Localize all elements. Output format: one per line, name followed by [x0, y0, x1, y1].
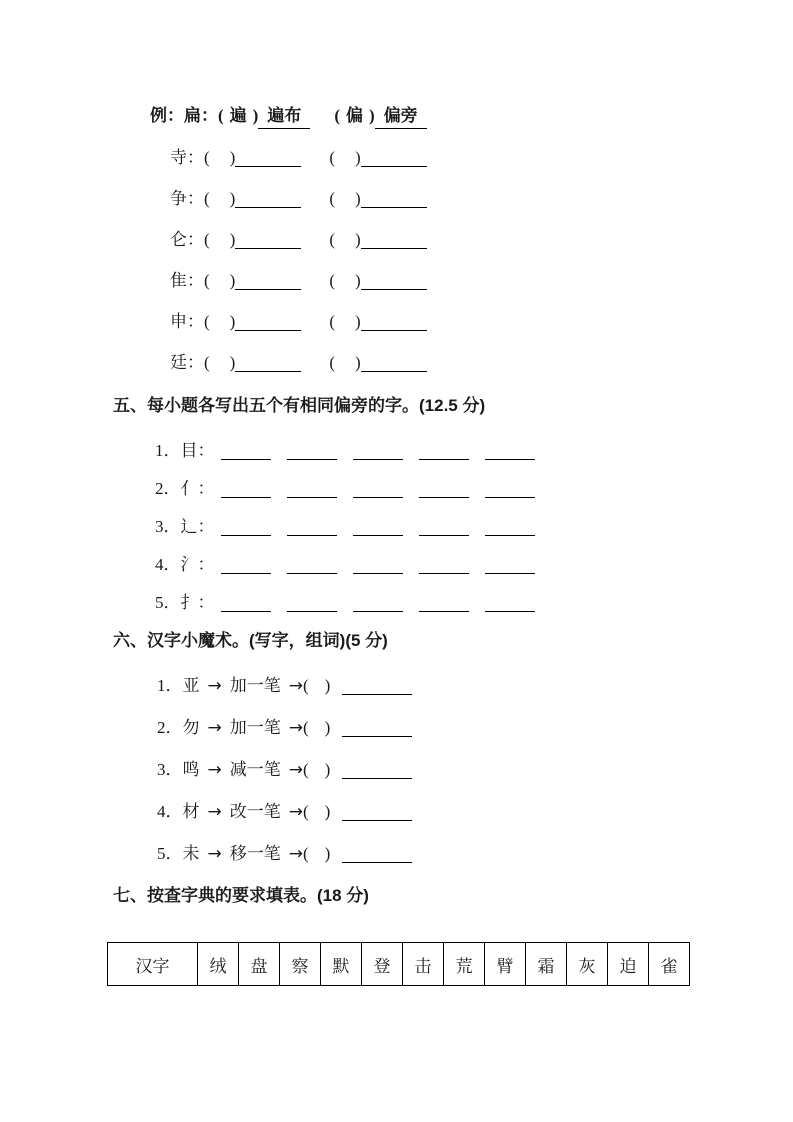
answer-line — [235, 270, 301, 290]
radical-label: 氵： — [180, 555, 215, 574]
answer-line — [287, 592, 337, 612]
paren-open: ( — [329, 353, 336, 372]
char-label: 申： — [170, 312, 204, 331]
paren-close: ) — [355, 271, 361, 290]
answer-line — [287, 554, 337, 574]
answer-line — [235, 147, 301, 167]
answer-line — [221, 592, 271, 612]
table-cell: 灰 — [567, 943, 608, 986]
item-number: 2． — [157, 718, 183, 737]
paren-close: ) — [324, 844, 331, 863]
item-number: 1． — [157, 676, 183, 695]
table-cell: 登 — [362, 943, 403, 986]
answer-line — [353, 554, 403, 574]
magic-row — [157, 757, 793, 783]
table-cell: 击 — [403, 943, 444, 986]
answer-line — [235, 188, 301, 208]
arrow-icon: → — [288, 802, 303, 822]
paren-close: ) — [229, 230, 236, 249]
example-answer-char-2: 偏 — [346, 106, 364, 125]
answer-line — [485, 440, 535, 460]
paren-open: ( — [204, 312, 210, 331]
answer-line — [235, 311, 301, 331]
table-cell: 臂 — [485, 943, 526, 986]
table-header-hanzi: 汉字 — [108, 943, 198, 986]
paren-close: ) — [324, 802, 331, 821]
char-fill-row — [170, 350, 793, 375]
char-fill-row — [170, 186, 793, 211]
radical-label: 目： — [180, 441, 215, 460]
item-number: 5． — [155, 593, 181, 612]
paren-close: ) — [324, 760, 331, 779]
source-char: 鸣 — [182, 760, 200, 779]
operation-label: 改一笔 — [229, 802, 281, 821]
char-label: 隹： — [170, 271, 204, 290]
radical-label: 辶： — [180, 517, 215, 536]
answer-line — [287, 478, 337, 498]
example-word-1: 遍布 — [258, 103, 310, 129]
answer-line — [419, 440, 469, 460]
section7-heading: 七、按查字典的要求填表。(18 分) — [113, 886, 369, 905]
arrow-icon: → — [288, 718, 303, 738]
answer-line — [353, 478, 403, 498]
item-number: 3． — [155, 517, 181, 536]
paren-close: ) — [355, 189, 361, 208]
paren-close: ) — [229, 189, 236, 208]
arrow-icon: → — [288, 844, 303, 864]
paren-close: ) — [355, 230, 361, 249]
paren-open: ( — [329, 312, 336, 331]
answer-line — [361, 188, 427, 208]
paren-close: ) — [324, 676, 331, 695]
char-fill-row — [170, 227, 793, 252]
operation-label: 加一笔 — [229, 718, 281, 737]
char-fill-row — [170, 268, 793, 293]
item-number: 5． — [157, 844, 183, 863]
table-cell: 荒 — [444, 943, 485, 986]
arrow-icon: → — [207, 718, 222, 738]
char-fill-row — [170, 145, 793, 170]
answer-line — [342, 843, 412, 863]
answer-line — [361, 311, 427, 331]
table-cell: 察 — [280, 943, 321, 986]
section5-heading: 五、每小题各写出五个有相同偏旁的字。(12.5 分) — [113, 396, 486, 415]
answer-line — [485, 478, 535, 498]
radical-row — [155, 438, 793, 463]
answer-line — [221, 554, 271, 574]
radical-row — [155, 590, 793, 615]
paren-open: ( — [329, 230, 336, 249]
paren-close: ) — [229, 353, 236, 372]
magic-row — [157, 715, 793, 741]
paren-close: ) — [229, 271, 236, 290]
paren-open: ( — [204, 189, 210, 208]
paren-open: ( — [204, 230, 210, 249]
answer-line — [342, 717, 412, 737]
radical-row — [155, 552, 793, 577]
paren-open: ( — [204, 353, 210, 372]
char-label: 廷： — [170, 353, 204, 372]
answer-line — [361, 352, 427, 372]
section6-heading: 六、汉字小魔术。(写字，组词)(5 分) — [113, 631, 388, 650]
answer-line — [353, 516, 403, 536]
answer-line — [419, 516, 469, 536]
paren-open: ( — [303, 802, 309, 821]
answer-line — [221, 516, 271, 536]
table-cell: 雀 — [649, 943, 690, 986]
answer-line — [361, 229, 427, 249]
item-number: 3． — [157, 760, 183, 779]
answer-line — [342, 759, 412, 779]
answer-line — [485, 516, 535, 536]
radical-label: 扌： — [180, 593, 215, 612]
answer-line — [235, 352, 301, 372]
paren-open: ( — [329, 271, 336, 290]
paren-close: ) — [355, 353, 361, 372]
paren-open: ( — [334, 106, 341, 125]
table-cell: 默 — [321, 943, 362, 986]
paren-open: ( — [303, 718, 309, 737]
answer-line — [287, 440, 337, 460]
paren-close: ) — [355, 148, 361, 167]
operation-label: 移一笔 — [229, 844, 281, 863]
answer-line — [361, 147, 427, 167]
arrow-icon: → — [207, 760, 222, 780]
answer-line — [342, 675, 412, 695]
answer-line — [353, 592, 403, 612]
answer-line — [419, 554, 469, 574]
arrow-icon: → — [207, 676, 222, 696]
table-cell: 盘 — [239, 943, 280, 986]
paren-open: ( — [204, 271, 210, 290]
answer-line — [419, 592, 469, 612]
table-row — [108, 943, 690, 986]
example-word-2: 偏旁 — [375, 103, 427, 129]
paren-close: ) — [324, 718, 331, 737]
paren-open: ( — [204, 148, 210, 167]
char-label: 寺： — [170, 148, 204, 167]
example-answer-char-1: 遍 — [229, 106, 247, 125]
magic-row — [157, 799, 793, 825]
answer-line — [221, 440, 271, 460]
operation-label: 加一笔 — [229, 676, 281, 695]
table-cell: 霜 — [526, 943, 567, 986]
answer-line — [342, 801, 412, 821]
source-char: 未 — [182, 844, 200, 863]
paren-close: ) — [229, 148, 236, 167]
radical-row — [155, 514, 793, 539]
radical-row — [155, 476, 793, 501]
answer-line — [419, 478, 469, 498]
answer-line — [287, 516, 337, 536]
magic-row — [157, 673, 793, 699]
answer-line — [361, 270, 427, 290]
dictionary-table — [107, 942, 690, 986]
item-number: 2． — [155, 479, 181, 498]
table-cell: 绒 — [198, 943, 239, 986]
paren-open: ( — [329, 148, 336, 167]
paren-close: ) — [252, 106, 259, 125]
source-char: 亚 — [182, 676, 200, 695]
arrow-icon: → — [288, 760, 303, 780]
item-number: 1． — [155, 441, 181, 460]
answer-line — [485, 592, 535, 612]
source-char: 材 — [182, 802, 200, 821]
paren-close: ) — [355, 312, 361, 331]
paren-open: ( — [303, 844, 309, 863]
example-prefix: 例：扁： — [150, 106, 218, 125]
magic-row — [157, 841, 793, 867]
char-fill-row — [170, 309, 793, 334]
table-cell: 迫 — [608, 943, 649, 986]
answer-line — [235, 229, 301, 249]
source-char: 勿 — [182, 718, 200, 737]
arrow-icon: → — [288, 676, 303, 696]
paren-open: ( — [303, 760, 309, 779]
paren-open: ( — [329, 189, 336, 208]
char-label: 争： — [170, 189, 204, 208]
operation-label: 减一笔 — [229, 760, 281, 779]
arrow-icon: → — [207, 844, 222, 864]
arrow-icon: → — [207, 802, 222, 822]
paren-close: ) — [229, 312, 236, 331]
answer-line — [221, 478, 271, 498]
answer-line — [485, 554, 535, 574]
paren-close: ) — [369, 106, 375, 125]
char-label: 仑： — [170, 230, 204, 249]
answer-line — [353, 440, 403, 460]
paren-open: ( — [303, 676, 309, 695]
item-number: 4． — [157, 802, 183, 821]
radical-label: 亻： — [180, 479, 215, 498]
item-number: 4． — [155, 555, 181, 574]
example-line — [150, 103, 793, 129]
paren-open: ( — [218, 106, 224, 125]
